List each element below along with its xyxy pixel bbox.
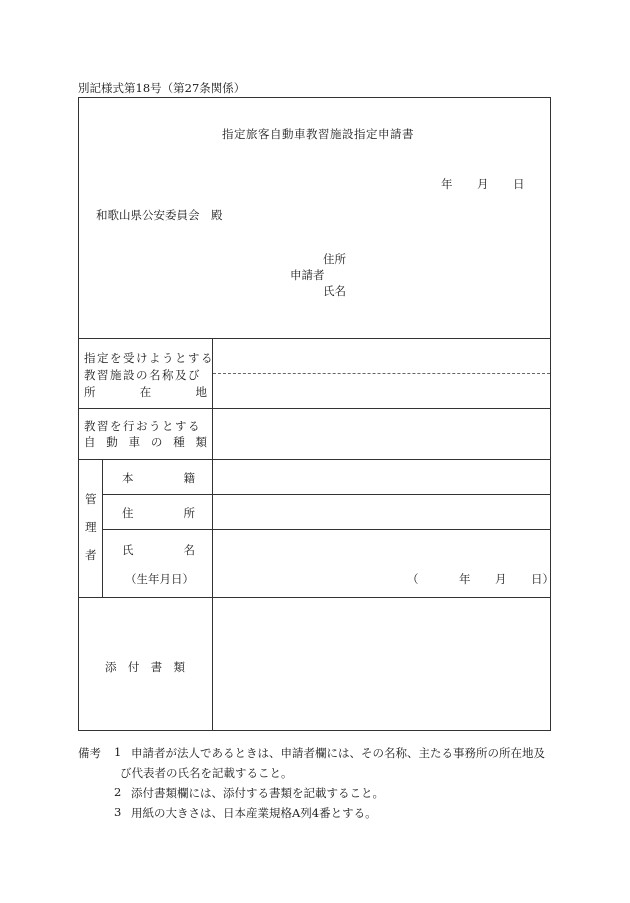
manager-honseki-label [122,470,195,486]
applicant-name-label: 氏名 [323,284,346,298]
manager-side-char: 理 [85,520,97,534]
facility-label-line1: 指定を受けようとする [84,351,214,365]
applicant-role-label: 申請者 [290,268,325,282]
vehicle-label-line1: 教習を行おうとする [84,419,201,433]
label-char: 付 [127,660,140,674]
note-number: 2 [114,785,122,799]
vehicle-label-char: 類 [195,435,207,449]
facility-name-field[interactable] [213,339,550,372]
facility-location-field[interactable] [213,374,550,407]
facility-label-char: 在 [139,385,152,399]
vehicle-label-char: 自 [84,435,96,449]
label-char: 住 [122,506,134,520]
manager-address-label [122,505,195,521]
facility-label-line2: 教習施設の名称及び [84,368,201,382]
vehicle-label-char: 車 [128,435,141,449]
facility-label-char: 所 [84,385,96,399]
vehicle-type-field[interactable] [213,409,550,458]
label-char: 書 [150,660,163,674]
applicant-address-label: 住所 [323,252,346,266]
manager-side-char: 管 [85,492,97,506]
birth-day-label: 日） [531,572,554,586]
addressee: 和歌山県公安委員会 殿 [96,208,223,222]
note-text: 用紙の大きさは、日本産業規格A列4番とする。 [131,806,377,820]
vehicle-label-char: の [150,435,163,449]
vehicle-label-line2 [84,434,207,450]
note-number: 1 [114,745,122,759]
note-text-continued: び代表者の氏名を記載すること。 [120,766,293,780]
manager-birth-label: （生年月日） [125,572,194,586]
note-number: 3 [114,805,122,819]
date-year-label: 年 [441,177,453,191]
form-title: 指定旅客自動車教習施設指定申請書 [222,127,414,141]
label-char: 添 [105,660,117,674]
manager-side-char: 者 [85,548,97,562]
label-char: 名 [183,543,195,557]
label-char: 籍 [183,471,195,485]
date-month-label: 月 [477,177,489,191]
vehicle-label-char: 動 [106,435,118,449]
attachments-label [105,659,185,675]
date-day-label: 日 [513,177,525,191]
vehicle-label-char: 種 [173,435,185,449]
manager-honseki-field[interactable] [213,460,550,493]
rule-manager-side [102,459,103,597]
facility-label-line3 [84,384,207,400]
birth-year-label: 年 [459,572,471,586]
label-char: 氏 [122,543,134,557]
label-char: 所 [183,506,195,520]
facility-label-char: 地 [195,385,207,399]
form-number: 別記様式第18号（第27条関係） [78,81,246,95]
notes-label: 備考 [78,746,101,760]
birth-month-label: 月 [495,572,507,586]
note-text: 添付書類欄には、添付する書類を記載すること。 [131,786,384,800]
birth-open-paren: （ [407,572,419,586]
manager-name-label [122,542,195,558]
note-text: 申請者が法人であるときは、申請者欄には、その名称、主たる事務所の所在地及 [131,746,545,760]
label-char: 本 [122,471,134,485]
manager-address-field[interactable] [213,495,550,528]
label-char: 類 [173,660,185,674]
attachments-field[interactable] [213,598,550,730]
